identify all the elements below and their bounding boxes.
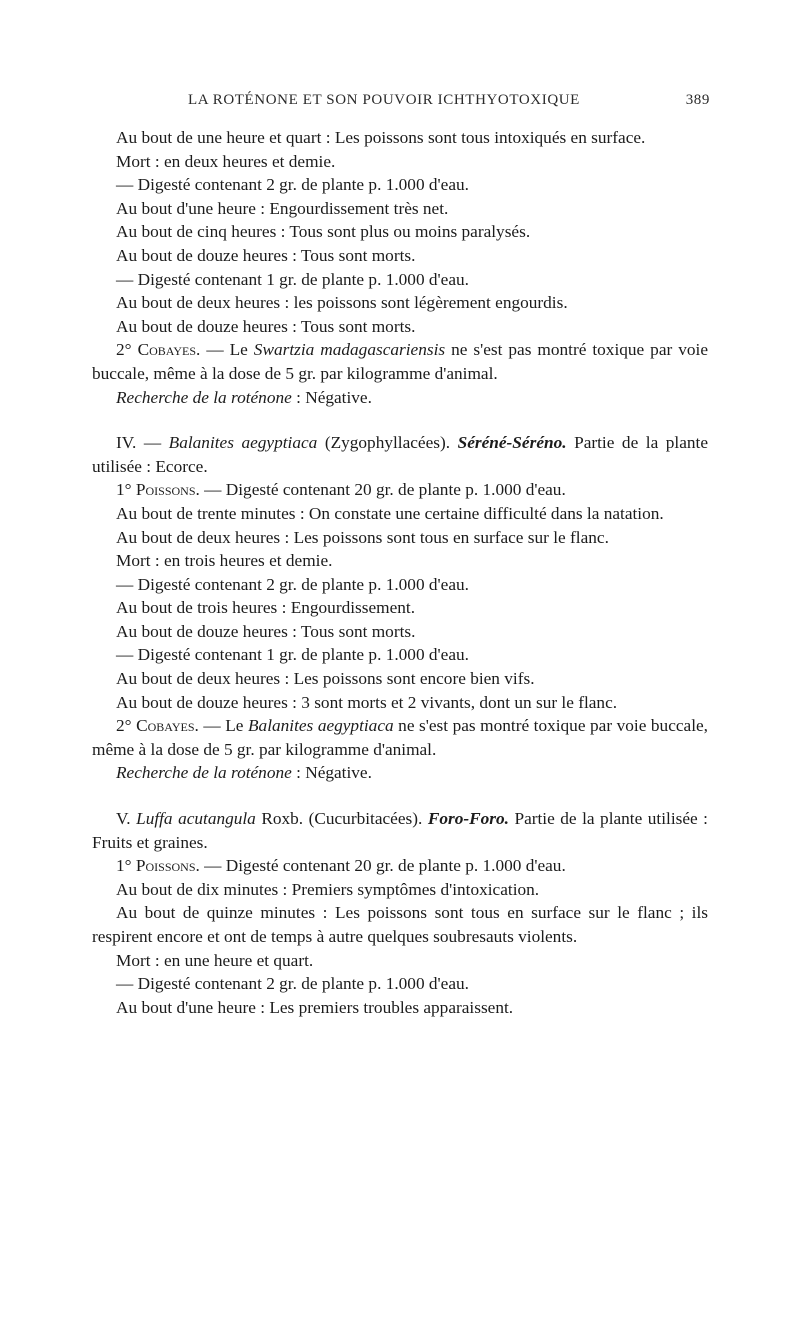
paragraph	[92, 268, 708, 292]
paragraph-text: Au bout de cinq heures : Tous sont plus ou moins paralysés.	[116, 222, 531, 242]
paragraph	[92, 761, 708, 785]
paragraph-rest: ne s'est pas montré toxique par voie buccale, même à la dose de 5 gr. par kilogramme d'animal.	[92, 340, 708, 383]
paragraph	[92, 386, 708, 410]
paragraph-lead: 2°	[116, 716, 132, 736]
paragraph-text: — Digesté contenant 2 gr. de plante p. 1.000 d'eau.	[116, 974, 469, 994]
paragraph-lead: 1°	[116, 856, 132, 876]
section-label: Poissons.	[135, 856, 200, 876]
paragraph-text: Mort : en deux heures et demie.	[116, 151, 336, 171]
section-label: Cobayes.	[137, 340, 201, 360]
section-label: Poissons.	[135, 480, 200, 500]
paragraph-rest: Partie de la plante utilisée : Ecorce.	[92, 433, 708, 476]
paragraph-text: Au bout de douze heures : Tous sont morts.	[116, 621, 416, 641]
paragraph-text: — Digesté contenant 2 gr. de plante p. 1.000 d'eau.	[116, 574, 469, 594]
paragraph	[92, 667, 708, 691]
section-label: Cobayes.	[136, 716, 199, 736]
paragraph	[92, 596, 708, 620]
paragraph	[92, 244, 708, 268]
paragraph	[92, 549, 708, 573]
family-text: (Zygophyllacées).	[317, 433, 458, 453]
paragraph	[92, 643, 708, 667]
species-name: Balanites aegyptiaca	[248, 716, 394, 736]
page-body	[92, 126, 708, 1019]
italic-lead: Recherche de la roténone	[116, 387, 292, 407]
paragraph-text: — Digesté contenant 1 gr. de plante p. 1.000 d'eau.	[116, 269, 469, 289]
paragraph	[92, 478, 708, 502]
paragraph-lead: IV. —	[116, 433, 169, 453]
species-name: Swartzia madagascariensis	[253, 340, 446, 360]
connector-text: — Le	[198, 716, 248, 736]
paragraph	[92, 620, 708, 644]
paragraph-text: Au bout d'une heure : Les premiers troubles apparaissent.	[116, 997, 514, 1017]
species-name: Balanites aegyptiaca	[168, 433, 318, 453]
paragraph-text: Au bout de dix minutes : Premiers symptômes d'intoxication.	[116, 879, 540, 899]
paragraph	[92, 126, 708, 150]
paragraph	[92, 220, 708, 244]
paragraph	[92, 315, 708, 339]
paragraph	[92, 526, 708, 550]
paragraph-rest: : Négative.	[291, 387, 372, 407]
paragraph-text: Au bout de douze heures : Tous sont morts.	[116, 316, 416, 336]
paragraph	[92, 996, 708, 1020]
running-header	[92, 92, 710, 116]
paragraph-rest: : Négative.	[291, 763, 372, 783]
paragraph-text: Au bout de trois heures : Engourdissement.	[116, 598, 416, 618]
vernacular-name: Séréné-Séréno.	[457, 433, 567, 453]
species-name: Luffa acutangula	[136, 809, 256, 829]
paragraph-text: Au bout de douze heures : Tous sont morts.	[116, 245, 416, 265]
paragraph	[92, 150, 708, 174]
paragraph	[92, 972, 708, 996]
paragraph-rest: Partie de la plante utilisée : Fruits et graines.	[92, 809, 708, 852]
paragraph	[92, 949, 708, 973]
paragraph	[92, 901, 708, 948]
paragraph-rest: — Digesté contenant 20 gr. de plante p. 1.000 d'eau.	[199, 856, 566, 876]
paragraph	[92, 291, 708, 315]
paragraph-text: Au bout de douze heures : 3 sont morts et 2 vivants, dont un sur le flanc.	[116, 692, 618, 712]
paragraph-text: Au bout de deux heures : Les poissons sont encore bien vifs.	[116, 669, 535, 689]
paragraph	[92, 878, 708, 902]
family-text: Roxb. (Cucurbitacées).	[255, 809, 428, 829]
paragraph-rest: ne s'est pas montré toxique par voie buccale, même à la dose de 5 gr. par kilogramme d'animal.	[92, 716, 709, 759]
running-title: LA ROTÉNONE ET SON POUVOIR ICHTHYOTOXIQUE	[188, 92, 580, 108]
connector-text: — Le	[200, 340, 254, 360]
paragraph-text: Au bout de une heure et quart : Les poissons sont tous intoxiqués en surface.	[116, 128, 646, 147]
paragraph-text: — Digesté contenant 1 gr. de plante p. 1.000 d'eau.	[116, 645, 469, 665]
paragraph	[92, 691, 708, 715]
paragraph	[92, 338, 708, 385]
vernacular-name: Foro-Foro.	[427, 809, 509, 829]
page-number: 389	[685, 92, 710, 108]
paragraph-lead: V.	[116, 809, 137, 829]
paragraph	[92, 854, 708, 878]
paragraph	[92, 431, 708, 478]
paragraph-text: Au bout de deux heures : les poissons sont légèrement engourdis.	[116, 293, 568, 313]
paragraph-text: Au bout de trente minutes : On constate une certaine difficulté dans la natation.	[116, 503, 664, 523]
paragraph-text: Au bout de deux heures : Les poissons sont tous en surface sur le flanc.	[116, 527, 609, 547]
paragraph-lead: 2°	[116, 340, 132, 360]
paragraph-rest: — Digesté contenant 20 gr. de plante p. 1.000 d'eau.	[199, 480, 566, 500]
paragraph-text: — Digesté contenant 2 gr. de plante p. 1.000 d'eau.	[116, 175, 469, 195]
paragraph	[92, 173, 708, 197]
paragraph	[92, 714, 708, 761]
paragraph-text: Mort : en trois heures et demie.	[116, 551, 333, 571]
paragraph-text: Mort : en une heure et quart.	[116, 950, 314, 970]
italic-lead: Recherche de la roténone	[116, 763, 292, 783]
paragraph	[92, 197, 708, 221]
paragraph-text: Au bout de quinze minutes : Les poissons sont tous en surface sur le flanc ; ils respirent encore et ont de temps à autre quelques soubresauts violents.	[92, 903, 708, 946]
paragraph-lead: 1°	[116, 480, 132, 500]
paragraph	[92, 807, 708, 854]
paragraph-text: Au bout d'une heure : Engourdissement très net.	[116, 198, 449, 218]
paragraph	[92, 502, 708, 526]
paragraph	[92, 573, 708, 597]
